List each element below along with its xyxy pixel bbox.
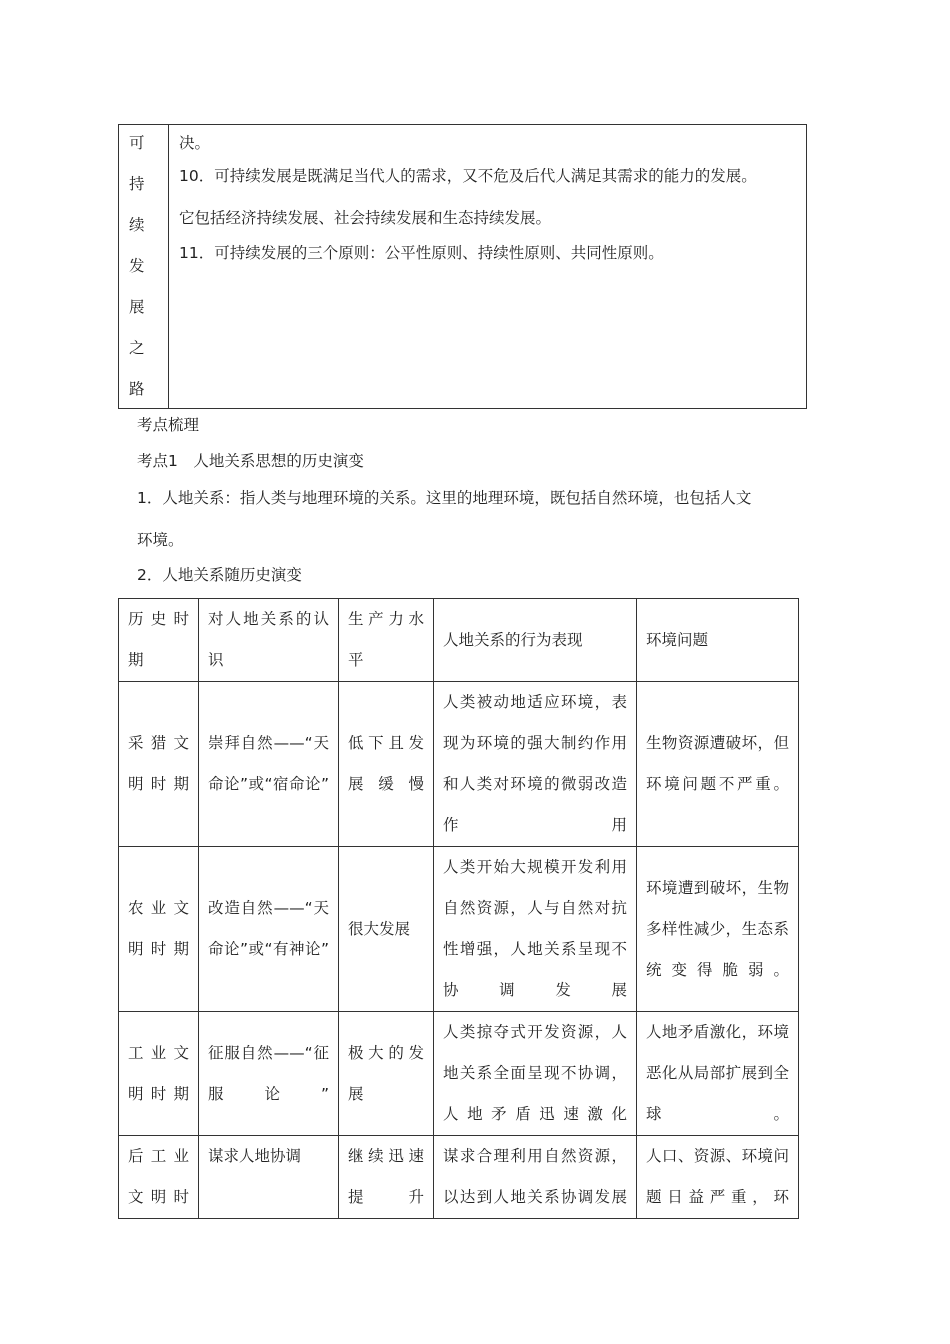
table-cell-period: 工业文明时期 (119, 1012, 199, 1136)
content-line: 10．可持续发展是既满足当代人的需求，又不危及后代人满足其需求的能力的发展。 (179, 167, 757, 185)
paragraph-line: 环境。 (137, 531, 184, 549)
table-header-cell: 历史时期 (119, 599, 199, 682)
table-cell-period: 采猎文明时期 (119, 682, 199, 847)
table-row (119, 682, 799, 847)
side-label-char: 路 (129, 380, 145, 398)
table-header-cell: 生产力水平 (339, 599, 434, 682)
table-cell-problem: 生物资源遭破坏，但环境问题不严重。 (637, 682, 799, 847)
content-line: 11．可持续发展的三个原则：公平性原则、持续性原则、共同性原则。 (179, 244, 664, 262)
sustainable-development-table (118, 124, 807, 409)
table-cell-cognition: 征服自然——“征服论” (199, 1012, 339, 1136)
side-label-char: 续 (129, 216, 145, 234)
table-header-row (119, 599, 799, 682)
table-row (119, 1136, 799, 1219)
content-line: 决。 (179, 134, 211, 152)
table-row (119, 1012, 799, 1136)
side-label-char: 可 (129, 134, 145, 152)
table-cell-period: 后工业文明时 (119, 1136, 199, 1219)
side-label-char: 持 (129, 175, 145, 193)
table-cell-cognition: 崇拜自然——“天命论”或“宿命论” (199, 682, 339, 847)
paragraph-line: 1．人地关系：指人类与地理环境的关系。这里的地理环境，既包括自然环境，也包括人文 (137, 489, 752, 507)
content-line: 它包括经济持续发展、社会持续发展和生态持续发展。 (179, 209, 552, 227)
table-header-cell: 人地关系的行为表现 (434, 599, 637, 682)
section-title: 考点梳理 (137, 416, 200, 434)
point-title: 考点1 人地关系思想的历史演变 (137, 452, 364, 470)
side-label-char: 发 (129, 257, 145, 275)
table-cell-period: 农业文明时期 (119, 847, 199, 1012)
side-label-char: 展 (129, 298, 145, 316)
table-header-cell: 对人地关系的认识 (199, 599, 339, 682)
table-cell-behavior: 人类掠夺式开发资源，人地关系全面呈现不协调，人地矛盾迅速激化 (434, 1012, 637, 1136)
human-land-relation-table (118, 598, 799, 1219)
table-cell-behavior: 人类被动地适应环境，表现为环境的强大制约作用和人类对环境的微弱改造作用 (434, 682, 637, 847)
table-cell-productivity: 低下且发展缓慢 (339, 682, 434, 847)
table-cell-behavior: 人类开始大规模开发利用自然资源，人与自然对抗性增强，人地关系呈现不协调发展 (434, 847, 637, 1012)
paragraph-line: 2．人地关系随历史演变 (137, 566, 302, 584)
table-header-cell: 环境问题 (637, 599, 799, 682)
table-cell-productivity: 极大的发展 (339, 1012, 434, 1136)
side-label-char: 之 (129, 339, 145, 357)
table-cell-problem: 人地矛盾激化，环境恶化从局部扩展到全球。 (637, 1012, 799, 1136)
table-cell-problem: 人口、资源、环境问题日益严重，环 (637, 1136, 799, 1219)
side-label-cell (119, 125, 169, 408)
table-row (119, 847, 799, 1012)
table-cell-cognition: 谋求人地协调 (199, 1136, 339, 1219)
table-cell-behavior: 谋求合理利用自然资源，以达到人地关系协调发展 (434, 1136, 637, 1219)
table-cell-productivity: 很大发展 (339, 847, 434, 1012)
table-cell-cognition: 改造自然——“天命论”或“有神论” (199, 847, 339, 1012)
table-cell-problem: 环境遭到破坏，生物多样性减少，生态系统变得脆弱。 (637, 847, 799, 1012)
table-cell-productivity: 继续迅速提升 (339, 1136, 434, 1219)
